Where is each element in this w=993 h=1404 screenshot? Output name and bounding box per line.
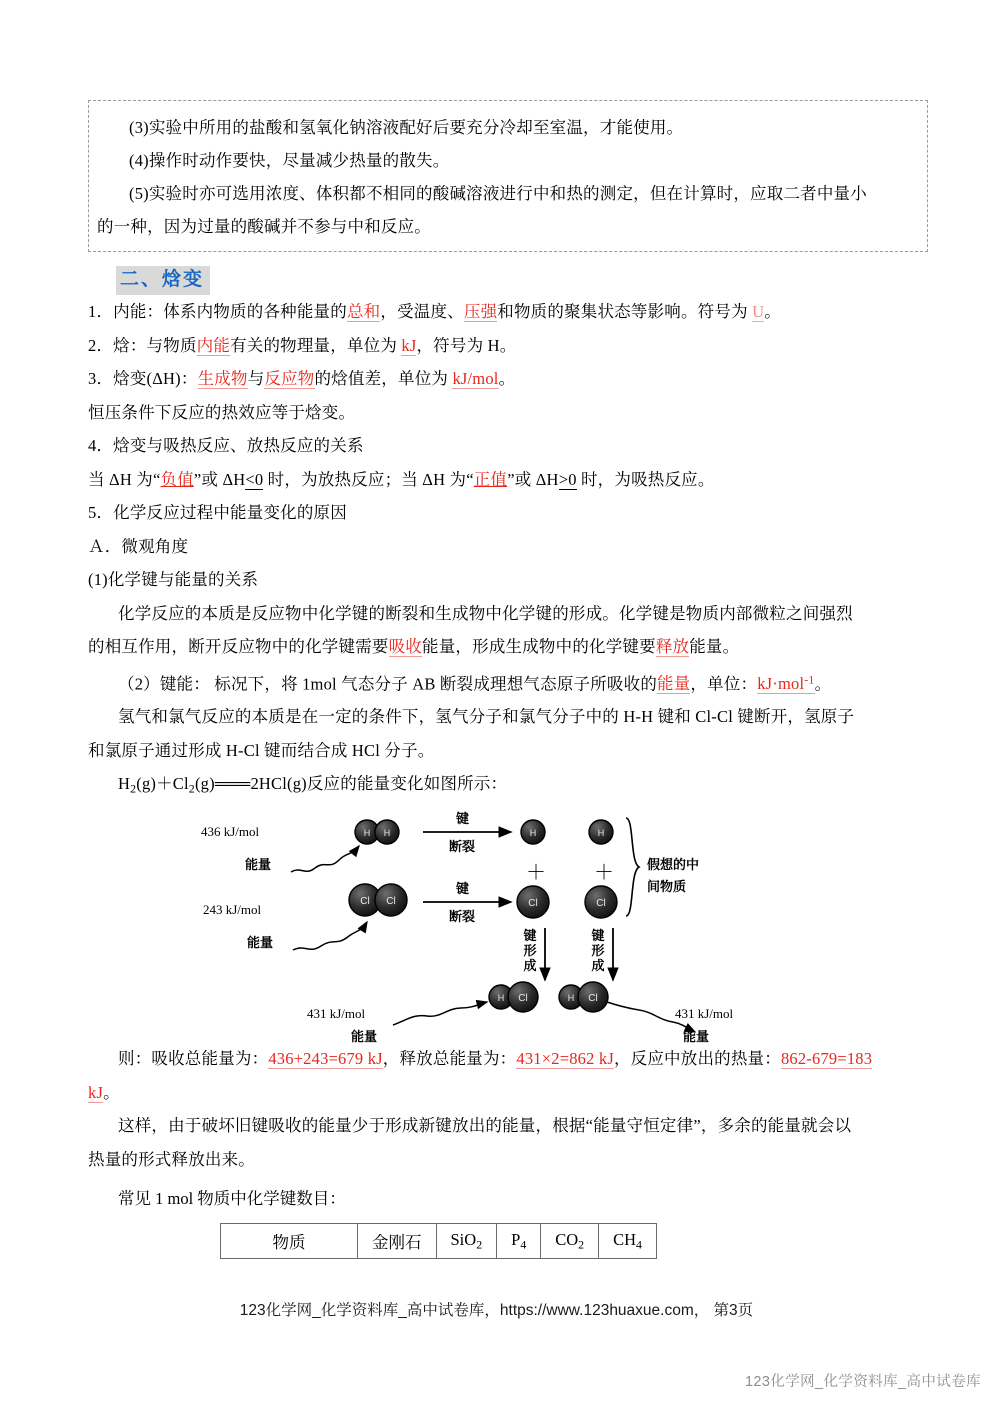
item-3-mid1: 与: [247, 369, 265, 388]
reaction-equation: $H_2(g)+Cl_2(g)═══2HCl(g)$: [118, 774, 307, 796]
item-4-body-b: ”或 ΔH: [193, 469, 246, 489]
energy-diagram-container: [88, 810, 928, 1045]
label-intermediate-2: 间物质: [647, 879, 687, 895]
essence-keyword-release: 释放: [655, 637, 690, 656]
item-2-mid2: ，符号为: [416, 335, 484, 355]
item-2-keyword-inner-energy: 内能: [196, 335, 231, 355]
table-cell-ch4-label: CH: [613, 1230, 637, 1249]
item-3-mid2: 的焓值差，单位为: [314, 369, 449, 388]
energy-squiggle-431-left: [393, 1002, 487, 1025]
table-cell-sio2-sub: 2: [476, 1237, 483, 1252]
svg-text:Cl: Cl: [588, 993, 598, 1005]
table-intro: 常见 1 mol 物质中化学键数目：: [118, 1189, 346, 1209]
essence-b1: 的相互作用，断开反应物中的化学键需要: [88, 637, 389, 656]
item-5-title: [88, 496, 928, 530]
svg-text:H: H: [497, 993, 505, 1004]
note-line-5-cont: 的一种，因为过量的酸碱并不参与中和反应。: [97, 217, 431, 236]
item-5-number: 5．: [88, 503, 114, 522]
bond-count-table: [220, 1223, 657, 1259]
note-line-4: (4)操作时动作要快，尽量减少热量的散失。: [129, 151, 450, 170]
table-cell-co2-label: CO: [555, 1230, 579, 1249]
label-431-kjmol-left: 431 kJ/mol: [307, 1006, 366, 1022]
svg-text:Cl: Cl: [386, 896, 396, 908]
cl2-molecule: [349, 884, 407, 916]
calc-tail: 。: [103, 1082, 120, 1102]
item-2-lead: 焓：与物质: [113, 335, 197, 355]
bond-energy-keyword-energy: 能量: [657, 673, 691, 693]
calc-absorbed-total: 436+243=679 kJ: [268, 1049, 383, 1069]
item-5-title-text: 化学反应过程中能量变化的原因: [113, 503, 347, 522]
table-cell-sio2-label: SiO: [450, 1230, 477, 1249]
item-1-symbol-u: U: [752, 302, 765, 321]
item-2-tail: 。: [499, 335, 517, 355]
label-bond-form-left-3: 成: [523, 958, 537, 974]
label-bond-form-right-3: 成: [591, 958, 605, 974]
item-1-lead: 内能：体系内物质的各种能量的: [113, 302, 347, 321]
note-line-5: (5)实验时亦可选用浓度、体积都不相同的酸碱溶液进行中和热的测定，但在计算时，应取二者中量小: [129, 184, 867, 203]
note-line-3: (3)实验中所用的盐酸和氢氧化钠溶液配好后要充分冷却至室温，才能使用。: [129, 118, 684, 137]
page-content: [88, 100, 928, 1259]
table-cell-substance-label: 物质: [272, 1233, 306, 1253]
svg-text:Cl: Cl: [528, 898, 538, 910]
free-atom-h-1: [521, 820, 545, 844]
label-energy-243: 能量: [247, 935, 274, 951]
calculation-line1: [88, 1042, 928, 1076]
item-4-condition-gt0: >0: [558, 469, 577, 489]
item-4-body-c: 时，为放热反应；当 ΔH 为“: [263, 469, 474, 489]
item-4-body-a: 当 ΔH 为“: [88, 469, 161, 489]
calc-heat-released-unit: kJ: [88, 1082, 104, 1102]
table-row: [221, 1224, 657, 1259]
calculation-line2: [88, 1076, 928, 1110]
table-cell-substance: [221, 1224, 358, 1259]
table-cell-sio2: [436, 1224, 497, 1259]
label-energy-436: 能量: [245, 857, 272, 873]
label-243-kjmol: 243 kJ/mol: [203, 902, 262, 918]
hcl-description-line1: 氢气和氯气反应的本质是在一定的条件下，氢气分子和氯气分子中的 H-H 键和 Cl-Cl 键断开，氢原子: [118, 707, 855, 727]
essence-keyword-absorb: 吸收: [388, 637, 423, 656]
hcl-molecule-right: [559, 982, 608, 1012]
energy-squiggle-436: [291, 846, 359, 872]
label-bond-break-top-2: 断裂: [449, 839, 476, 855]
item-3-enthalpy-change: [88, 362, 928, 396]
item-1-keyword-pressure: 压强: [463, 302, 498, 321]
item-1-tail: 。: [764, 302, 781, 321]
essence-paragraph-line2: [88, 630, 928, 664]
item-4-number: 4．: [88, 436, 114, 455]
reaction-equation-tail: 反应的能量变化如图所示：: [306, 774, 508, 794]
essence-b3: 能量。: [689, 637, 740, 656]
hcl-molecule-left: [489, 982, 538, 1012]
subsection-a-title: Ａ．微观角度: [88, 536, 189, 556]
calc-released-total: 431×2=862 kJ: [516, 1049, 614, 1069]
energy-squiggle-243: [293, 922, 367, 950]
item-2-enthalpy: [88, 329, 928, 363]
table-cell-ch4: [599, 1224, 657, 1259]
page-footer: 123化学网_化学资料库_高中试卷库，https://www.123huaxue.com， 第3页: [239, 1302, 754, 1319]
conclusion-line1: 这样，由于破坏旧键吸收的能量少于形成新键放出的能量，根据“能量守恒定律”，多余的能量就会以: [118, 1116, 852, 1136]
essence-b2: 能量，形成生成物中的化学键要: [422, 637, 656, 656]
label-energy-431-right: 能量: [683, 1029, 710, 1045]
calc-mid1: ，释放总能量为：: [382, 1049, 517, 1069]
label-intermediate-1: 假想的中: [647, 857, 700, 873]
svg-text:Cl: Cl: [360, 896, 370, 908]
item-1-mid1: ，受温度、: [380, 302, 464, 321]
svg-text:Cl: Cl: [518, 993, 528, 1005]
section-heading: 二、焓变: [116, 266, 210, 295]
hcl-description-line2: 和氯原子通过形成 H-Cl 键而结合成 HCl 分子。: [88, 740, 435, 760]
constant-pressure-line: 恒压条件下反应的热效应等于焓变。: [88, 402, 356, 422]
table-cell-diamond-label: 金刚石: [372, 1233, 422, 1253]
item-3-tail: 。: [498, 369, 516, 388]
label-bond-break-bottom-2: 断裂: [449, 909, 476, 925]
h2-molecule: [355, 820, 399, 844]
table-cell-p4-label: P: [511, 1230, 521, 1249]
table-cell-p4: [497, 1224, 541, 1259]
table-cell-p4-sub: 4: [520, 1237, 527, 1252]
table-cell-co2: [541, 1224, 599, 1259]
bond-energy-lead: （2）键能： 标况下，将 1mol 气态分子 AB 断裂成理想气态原子所吸收的: [118, 673, 658, 693]
item-3-keyword-products: 生成物: [197, 369, 248, 388]
item-1-keyword-sum: 总和: [346, 302, 381, 321]
energy-diagram: [201, 810, 753, 1045]
bond-energy-mid: ，单位：: [690, 673, 758, 693]
svg-text:Cl: Cl: [596, 898, 606, 910]
label-bond-form-left-1: 键: [523, 928, 537, 944]
item-2-mid1: 有关的物理量，单位为: [230, 335, 398, 355]
item-4-title-text: 焓变与吸热反应、放热反应的关系: [113, 436, 364, 455]
svg-text:H: H: [363, 828, 371, 839]
svg-text:H: H: [567, 993, 575, 1004]
essence-paragraph-line1: 化学反应的本质是反应物中化学键的断裂和生成物中化学键的形成。化学键是物质内部微粒之间强烈: [118, 603, 853, 623]
item-4-condition-lt0: <0: [245, 469, 264, 489]
calc-heat-released: 862-679=183: [780, 1049, 873, 1069]
table-cell-co2-sub: 2: [578, 1237, 585, 1252]
label-bond-form-left-2: 形: [523, 943, 537, 959]
item-4-body-e: 时，为吸热反应。: [576, 469, 715, 489]
reaction-equation-line: [88, 767, 928, 806]
item-4-body-d: ”或 ΔH: [507, 469, 559, 489]
svg-text:H: H: [597, 828, 605, 839]
calc-lead: 则：吸收总能量为：: [118, 1049, 269, 1069]
label-bond-break-top-1: 键: [456, 811, 470, 827]
item-1-inner-energy: [88, 295, 928, 329]
label-bond-break-bottom-1: 键: [456, 881, 470, 897]
svg-text:H: H: [529, 828, 537, 839]
label-bond-form-right-1: 键: [591, 928, 605, 944]
calc-mid2: ，反应中放出的热量：: [613, 1049, 781, 1069]
intermediate-brace: [626, 818, 639, 916]
item-3-keyword-kjmol: kJ/mol: [452, 369, 499, 388]
item-1-number: 1．: [88, 302, 114, 321]
subsection-a1-title: (1)化学键与能量的关系: [88, 570, 259, 589]
bond-energy-unit: [757, 674, 814, 694]
label-436-kjmol: 436 kJ/mol: [201, 824, 260, 840]
table-cell-diamond: [358, 1224, 437, 1259]
item-2-number: 2．: [88, 335, 114, 355]
bond-energy-unit-main: kJ·mol: [757, 673, 805, 693]
table-cell-ch4-sub: 4: [636, 1237, 642, 1252]
conclusion-line2: 热量的形式释放出来。: [88, 1149, 255, 1169]
note-box: [88, 100, 928, 252]
item-2-keyword-kj: kJ: [401, 335, 417, 355]
free-atom-cl-2: [585, 886, 617, 918]
label-bond-form-right-2: 形: [591, 943, 605, 959]
item-4-title: [88, 429, 928, 463]
svg-text:H: H: [383, 828, 391, 839]
label-energy-431-left: 能量: [351, 1029, 378, 1045]
item-4-keyword-negative: 负值: [160, 469, 194, 489]
item-4-keyword-positive: 正值: [473, 469, 508, 489]
bond-energy-unit-exponent: -1: [804, 672, 815, 687]
free-atom-h-2: [589, 820, 613, 844]
bond-energy-tail: 。: [814, 673, 832, 693]
plus-sign-col1: ＋: [526, 862, 546, 885]
item-3-number: 3．: [88, 369, 114, 388]
plus-sign-col2: ＋: [594, 862, 614, 885]
item-1-mid2: 和物质的聚集状态等影响。符号为: [497, 302, 748, 321]
item-3-keyword-reactants: 反应物: [264, 369, 315, 388]
section-heading-row: [88, 252, 928, 295]
item-3-lead: 焓变(ΔH)：: [113, 369, 198, 388]
free-atom-cl-1: [517, 886, 549, 918]
item-2-symbol-h: H: [487, 335, 500, 355]
label-431-kjmol-right: 431 kJ/mol: [675, 1006, 734, 1022]
watermark: 123化学网_化学资料库_高中试卷库: [744, 1374, 981, 1390]
item-4-body: [88, 463, 928, 497]
bond-energy-definition: [88, 664, 928, 701]
